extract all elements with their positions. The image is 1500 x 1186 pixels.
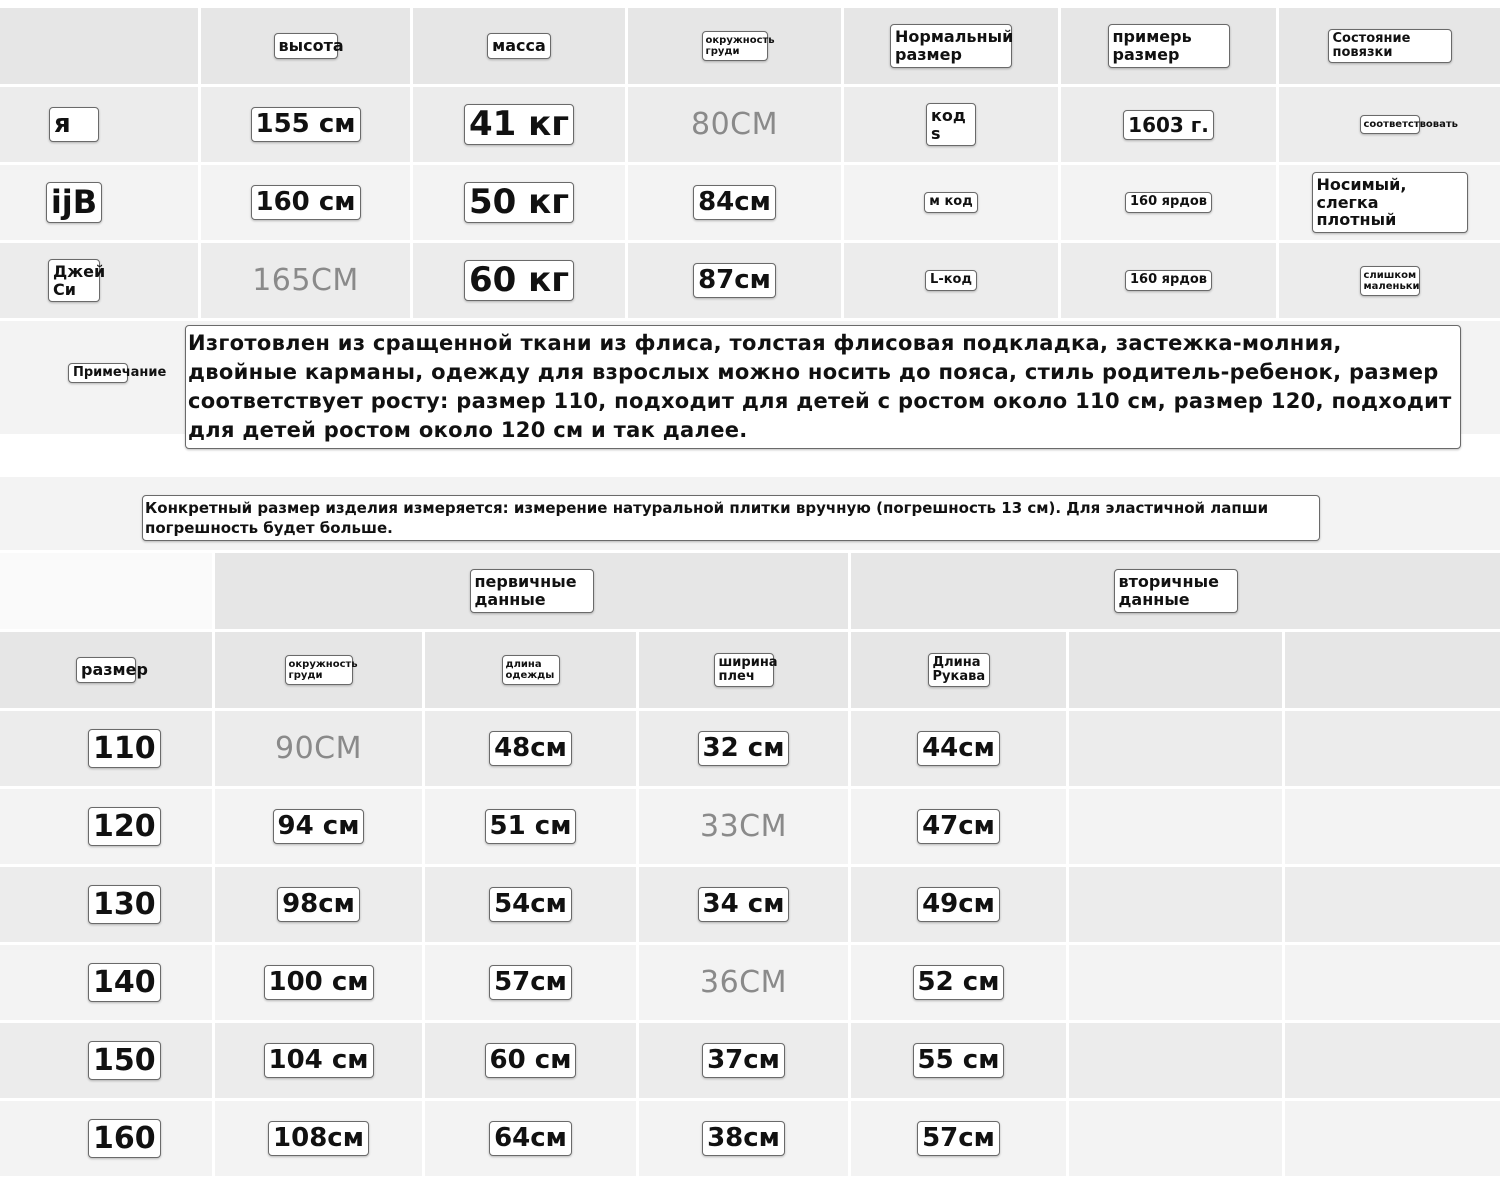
value-cell bbox=[1069, 711, 1282, 786]
header-label: примерь размер bbox=[1108, 24, 1230, 67]
value-label: 51 см bbox=[485, 809, 577, 844]
value-cell bbox=[851, 945, 1066, 1020]
size-cell bbox=[0, 945, 212, 1020]
value-text: 90СМ bbox=[274, 731, 362, 766]
group-primary bbox=[215, 553, 848, 629]
value-cell bbox=[1285, 1023, 1500, 1098]
value-cell bbox=[1285, 945, 1500, 1020]
size-corner-cell bbox=[0, 553, 212, 629]
value-label: 54см bbox=[489, 887, 572, 922]
row-name-cell bbox=[0, 87, 198, 162]
row-name: Джей Си bbox=[48, 259, 100, 302]
size-cell bbox=[0, 1101, 212, 1176]
header-empty bbox=[1285, 632, 1500, 708]
value-cell bbox=[851, 789, 1066, 864]
value-cell bbox=[628, 243, 841, 318]
value-cell bbox=[1279, 165, 1500, 240]
value-cell bbox=[628, 165, 841, 240]
header-label: окружность груди bbox=[702, 31, 768, 61]
value-label: 47см bbox=[917, 809, 1000, 844]
value-cell bbox=[851, 1101, 1066, 1176]
value-text: 33СМ bbox=[699, 809, 787, 844]
value-cell bbox=[1285, 867, 1500, 942]
value-cell bbox=[413, 165, 625, 240]
header-length bbox=[425, 632, 636, 708]
value-cell bbox=[1061, 243, 1276, 318]
group-label: вторичные данные bbox=[1114, 569, 1238, 612]
value-cell bbox=[1069, 789, 1282, 864]
value-cell bbox=[851, 867, 1066, 942]
value-cell bbox=[425, 867, 636, 942]
header-tried-size bbox=[1061, 8, 1276, 84]
measurement-note-band bbox=[0, 477, 1500, 550]
header-weight bbox=[413, 8, 625, 84]
value-label: Носимый, слегка плотный bbox=[1312, 172, 1468, 233]
value-label: 52 см bbox=[913, 965, 1005, 1000]
value-label: 104 см bbox=[264, 1043, 374, 1078]
size-label: 130 bbox=[88, 885, 161, 924]
value-label: 37см bbox=[702, 1043, 785, 1078]
header-chest bbox=[628, 8, 841, 84]
value-text: 165СМ bbox=[252, 263, 359, 298]
size-label: 160 bbox=[88, 1119, 161, 1158]
value-cell bbox=[1285, 711, 1500, 786]
value-cell bbox=[1069, 1101, 1282, 1176]
top-corner-cell bbox=[0, 8, 198, 84]
header-shoulder bbox=[639, 632, 848, 708]
value-label: 100 см bbox=[264, 965, 374, 1000]
value-cell bbox=[425, 945, 636, 1020]
value-cell bbox=[851, 1023, 1066, 1098]
size-label: 140 bbox=[88, 963, 161, 1002]
header-label: Нормальный размер bbox=[890, 24, 1012, 67]
header-normal-size bbox=[844, 8, 1058, 84]
value-label: 34 см bbox=[698, 887, 790, 922]
size-cell bbox=[0, 711, 212, 786]
value-label: 84см bbox=[693, 185, 776, 220]
value-label: соответствовать bbox=[1360, 115, 1420, 134]
group-label: первичные данные bbox=[470, 569, 594, 612]
value-label: 1603 г. bbox=[1123, 110, 1214, 140]
value-label: 94 см bbox=[273, 809, 365, 844]
value-cell bbox=[215, 711, 422, 786]
value-cell bbox=[215, 1101, 422, 1176]
header-size bbox=[0, 632, 212, 708]
value-cell bbox=[201, 165, 410, 240]
header-sleeve bbox=[851, 632, 1066, 708]
row-name: я bbox=[49, 107, 99, 142]
value-cell bbox=[639, 867, 848, 942]
value-label: 108см bbox=[268, 1121, 369, 1156]
value-cell bbox=[628, 87, 841, 162]
value-cell bbox=[639, 789, 848, 864]
value-label: 44см bbox=[917, 731, 1000, 766]
row-name-cell bbox=[0, 165, 198, 240]
value-label: 49см bbox=[917, 887, 1000, 922]
note-label: Примечание bbox=[68, 363, 128, 383]
value-cell bbox=[425, 1023, 636, 1098]
value-label: 38см bbox=[702, 1121, 785, 1156]
header-label: размер bbox=[76, 657, 136, 683]
value-label: 41 кг bbox=[464, 104, 574, 145]
value-label: 60 кг bbox=[464, 260, 574, 301]
value-cell bbox=[851, 711, 1066, 786]
value-cell bbox=[425, 789, 636, 864]
header-label: окружность груди bbox=[285, 655, 353, 685]
value-cell bbox=[215, 789, 422, 864]
size-cell bbox=[0, 789, 212, 864]
value-cell bbox=[639, 1101, 848, 1176]
row-name-cell bbox=[0, 243, 198, 318]
header-chest bbox=[215, 632, 422, 708]
value-cell bbox=[844, 165, 1058, 240]
row-name: ijB bbox=[46, 182, 102, 223]
value-cell bbox=[844, 87, 1058, 162]
value-cell bbox=[215, 867, 422, 942]
value-text: 80СМ bbox=[690, 107, 778, 142]
value-cell bbox=[639, 945, 848, 1020]
value-label: 160 ярдов bbox=[1125, 270, 1212, 290]
value-cell bbox=[1069, 945, 1282, 1020]
size-label: 150 bbox=[88, 1041, 161, 1080]
header-fit-state bbox=[1279, 8, 1500, 84]
value-cell bbox=[1279, 243, 1500, 318]
value-label: 60 см bbox=[485, 1043, 577, 1078]
size-cell bbox=[0, 1023, 212, 1098]
note-row bbox=[0, 321, 1500, 442]
header-height bbox=[201, 8, 410, 84]
size-label: 110 bbox=[88, 729, 161, 768]
header-label: длина одежды bbox=[502, 655, 560, 685]
value-label: 64см bbox=[489, 1121, 572, 1156]
value-label: 160 ярдов bbox=[1125, 192, 1212, 212]
value-cell bbox=[201, 87, 410, 162]
value-cell bbox=[425, 1101, 636, 1176]
value-cell bbox=[215, 1023, 422, 1098]
value-label: слишком маленьки bbox=[1360, 266, 1420, 296]
header-label: Состояние повязки bbox=[1328, 29, 1452, 64]
value-label: м код bbox=[924, 192, 977, 212]
value-cell bbox=[413, 87, 625, 162]
value-cell bbox=[413, 243, 625, 318]
value-label: 57см bbox=[917, 1121, 1000, 1156]
value-cell bbox=[201, 243, 410, 318]
measurement-note: Конкретный размер изделия измеряется: измерение натуральной плитки вручную (погрешность 13 см). Для эластичной лапши погрешность будет больше. bbox=[142, 495, 1320, 541]
value-label: 87см bbox=[693, 263, 776, 298]
value-label: 57см bbox=[489, 965, 572, 1000]
size-cell bbox=[0, 867, 212, 942]
group-secondary bbox=[851, 553, 1500, 629]
value-cell bbox=[1279, 87, 1500, 162]
value-label: L-код bbox=[925, 270, 977, 290]
value-label: 155 см bbox=[251, 107, 361, 142]
value-label: 55 см bbox=[913, 1043, 1005, 1078]
header-label: масса bbox=[487, 33, 551, 59]
value-cell bbox=[639, 1023, 848, 1098]
value-cell bbox=[844, 243, 1058, 318]
value-label: код s bbox=[926, 103, 976, 146]
value-label: 160 см bbox=[251, 185, 361, 220]
header-label: Длина Рукава bbox=[928, 653, 990, 688]
value-cell bbox=[215, 945, 422, 1020]
value-cell bbox=[639, 711, 848, 786]
header-empty bbox=[1069, 632, 1282, 708]
value-cell bbox=[1285, 789, 1500, 864]
value-label: 32 см bbox=[698, 731, 790, 766]
header-label: ширина плеч bbox=[714, 653, 774, 688]
value-text: 36СМ bbox=[699, 965, 787, 1000]
value-cell bbox=[1061, 87, 1276, 162]
value-cell bbox=[1061, 165, 1276, 240]
note-text: Изготовлен из сращенной ткани из флиса, толстая флисовая подкладка, застежка-молния, двойные карманы, одежду для взрослых можно носить до пояса, стиль родитель-ребенок, размер соответствует росту: размер 110, подходит для детей с ростом около 110 см, размер 120, подходит для детей ростом около 120 см и так далее. bbox=[185, 325, 1461, 449]
value-label: 50 кг bbox=[464, 182, 574, 223]
size-label: 120 bbox=[88, 807, 161, 846]
value-cell bbox=[1069, 1023, 1282, 1098]
value-label: 98см bbox=[277, 887, 360, 922]
value-cell bbox=[1285, 1101, 1500, 1176]
value-label: 48см bbox=[489, 731, 572, 766]
header-label: высота bbox=[274, 33, 338, 59]
value-cell bbox=[425, 711, 636, 786]
value-cell bbox=[1069, 867, 1282, 942]
